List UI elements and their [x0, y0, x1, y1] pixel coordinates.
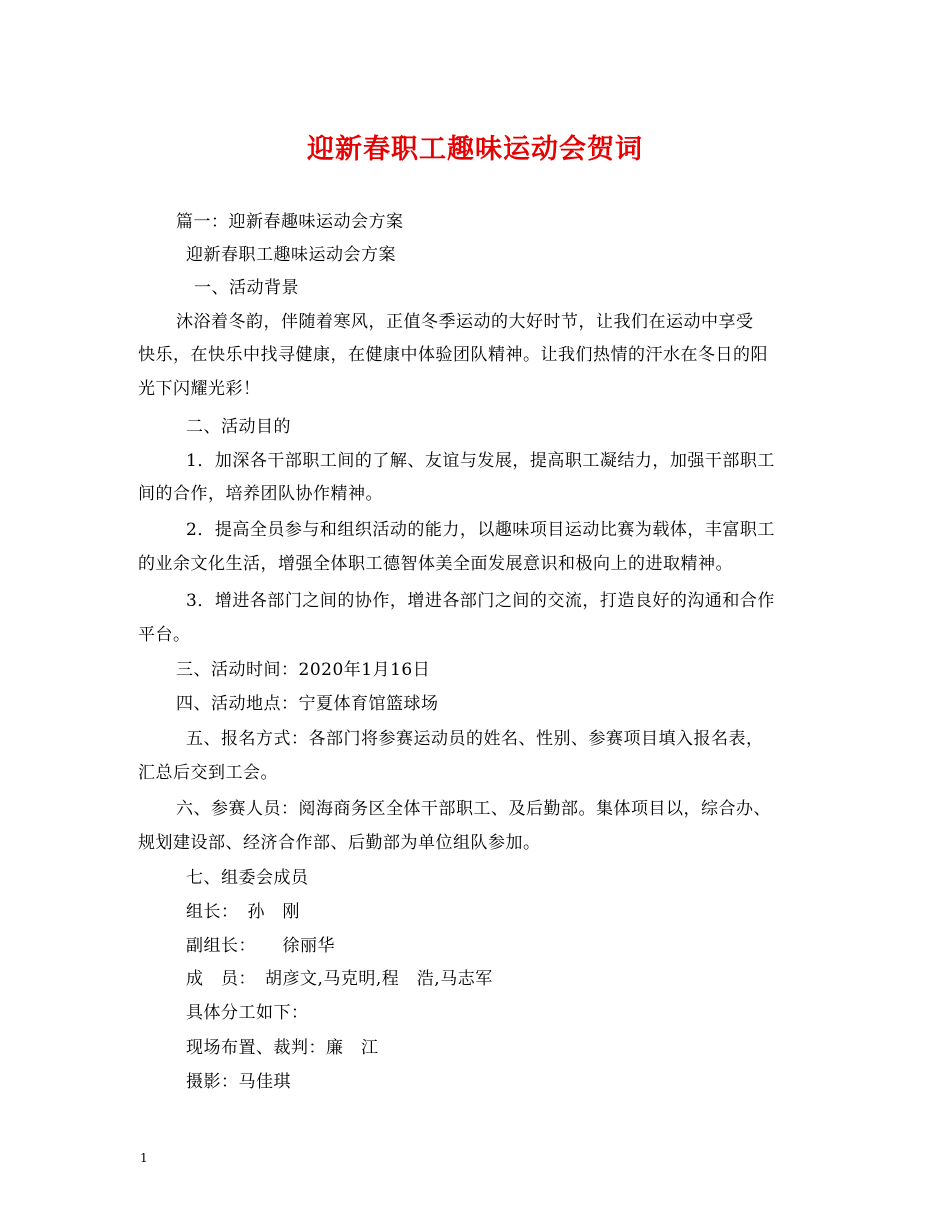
heading-purpose: 二、活动目的 — [186, 417, 291, 437]
paragraph-line: 沐浴着冬韵，伴随着寒风，正值冬季运动的大好时节，让我们在运动中享受 — [176, 312, 754, 332]
document-title: 迎新春职工趣味运动会贺词 — [307, 134, 643, 165]
subtitle: 迎新春职工趣味运动会方案 — [186, 245, 396, 265]
paragraph-line: 光下闪耀光彩！ — [138, 379, 261, 399]
paragraph-line: 3．增进各部门之间的协作，增进各部门之间的交流，打造良好的沟通和合作 — [186, 591, 775, 611]
heading-committee: 七、组委会成员 — [186, 868, 309, 888]
participants: 六、参赛人员：阅海商务区全体干部职工、及后勤部。集体项目以，综合办、 — [176, 799, 771, 819]
paragraph-line: 平台。 — [138, 625, 191, 645]
committee-leader: 组长： 孙 刚 — [186, 902, 300, 922]
paragraph-line: 1．加深各干部职工间的了解、友谊与发展，提高职工凝结力，加强干部职工 — [186, 451, 775, 471]
division-item: 现场布置、裁判：廉 江 — [186, 1038, 379, 1058]
paragraph-line: 规划建设部、经济合作部、后勤部为单位组队参加。 — [138, 833, 541, 853]
registration-method: 五、报名方式：各部门将参赛运动员的姓名、性别、参赛项目填入报名表， — [186, 729, 764, 749]
paragraph-line: 汇总后交到工会。 — [138, 763, 278, 783]
paragraph-line: 的业余文化生活，增强全体职工德智体美全面发展意识和极向上的进取精神。 — [138, 554, 733, 574]
committee-members: 成 员： 胡彦文,马克明,程 浩,马志军 — [186, 969, 493, 989]
activity-time: 三、活动时间：2020年1月16日 — [176, 660, 431, 680]
page-number: 1 — [140, 1151, 148, 1165]
division-heading: 具体分工如下： — [186, 1003, 309, 1023]
paragraph-line: 2．提高全员参与和组织活动的能力，以趣味项目运动比赛为载体，丰富职工 — [186, 520, 775, 540]
paragraph-line: 间的合作，培养团队协作精神。 — [138, 484, 383, 504]
section-heading: 篇一：迎新春趣味运动会方案 — [176, 212, 404, 232]
heading-background: 一、活动背景 — [194, 278, 299, 298]
activity-location: 四、活动地点：宁夏体育馆篮球场 — [176, 694, 439, 714]
paragraph-line: 快乐，在快乐中找寻健康，在健康中体验团队精神。让我们热情的汗水在冬日的阳 — [138, 345, 768, 365]
committee-deputy-leader: 副组长： 徐丽华 — [186, 936, 335, 956]
division-item: 摄影：马佳琪 — [186, 1072, 291, 1092]
